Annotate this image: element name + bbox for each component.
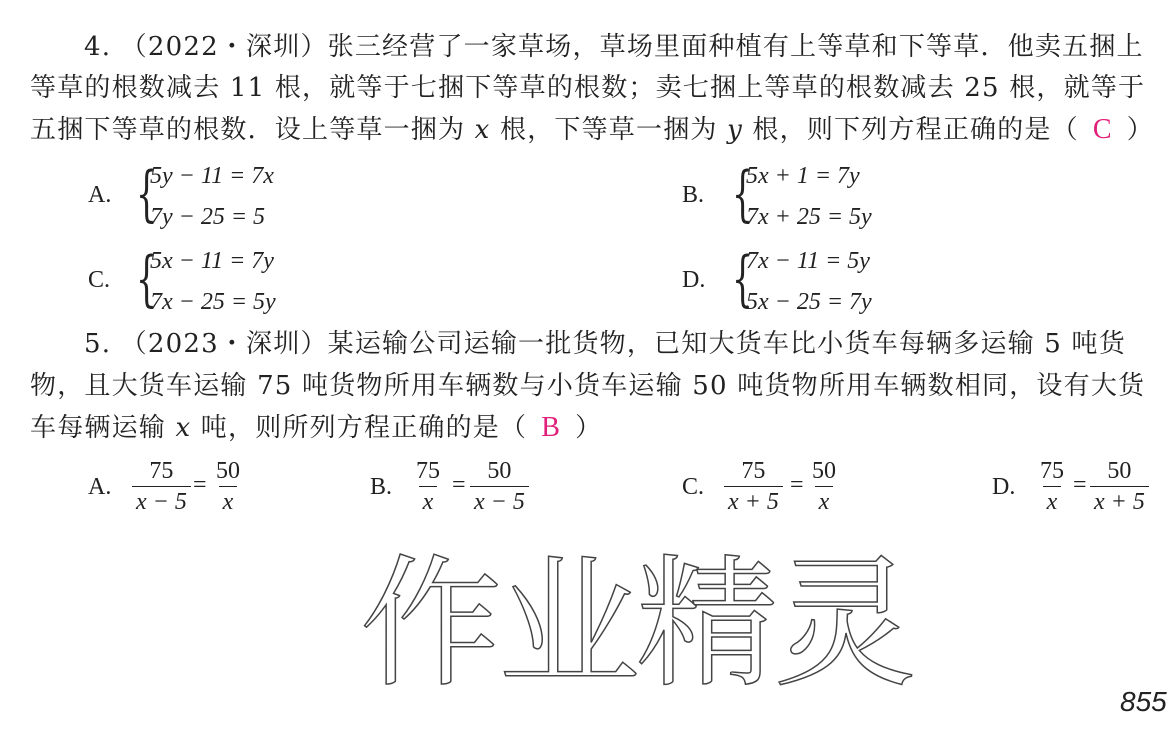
q4-option-b-system — [746, 156, 872, 238]
q4-option-c-eq2: 7x − 25 = 5y — [150, 289, 276, 315]
q5-option-d-left-fraction — [1036, 456, 1068, 517]
q4-option-c-system — [150, 241, 276, 323]
q4-option-a-system — [150, 156, 274, 238]
q5-option-a-label: A. — [88, 474, 112, 500]
q5-option-b-right-denominator: x − 5 — [470, 486, 529, 517]
q4-option-d-system — [746, 241, 872, 323]
q5-close-paren: ） — [575, 413, 603, 443]
q5-answer: B — [541, 412, 562, 443]
q5-option-d-equals: = — [1073, 472, 1087, 498]
q4-option-d-label: D. — [682, 267, 706, 293]
q5-option-c-label: C. — [682, 474, 705, 500]
q5-option-a-left-denominator: x − 5 — [132, 486, 191, 517]
q5-option-a-right-numerator: 50 — [216, 458, 240, 484]
q5-option-c-right-denominator: x — [815, 486, 834, 517]
q4-close-paren: ） — [1126, 115, 1154, 145]
q5-option-c-left-fraction — [724, 456, 783, 517]
page-number: 855 — [1120, 686, 1167, 717]
q5-option-d-left-numerator: 75 — [1040, 458, 1064, 484]
q4-option-a-label: A. — [88, 182, 112, 208]
q4-option-a-eq2: 7y − 25 = 5 — [150, 204, 266, 230]
q5-option-c-left-numerator: 75 — [741, 458, 766, 484]
q4-line-3-a: 五捆下等草的根数．设上等草一捆为 — [30, 115, 475, 145]
q5-option-b-left-numerator: 75 — [416, 458, 440, 484]
q4-var-x: x — [474, 115, 491, 145]
q4-var-y: y — [727, 115, 743, 145]
q4-option-b-eq2: 7x + 25 = 5y — [746, 204, 872, 230]
q5-line-1: 5. （2023・深圳）某运输公司运输一批货物，已知大货车比小货车每辆多运输 5 吨货 — [84, 329, 1126, 359]
q5-option-d-right-fraction — [1090, 456, 1149, 517]
q4-option-a-brace: { — [136, 159, 158, 229]
q4-option-d-eq1: 7x − 11 = 5y — [746, 248, 870, 274]
watermark: 作业精灵 — [360, 542, 912, 707]
q5-option-d-right-numerator: 50 — [1107, 458, 1132, 484]
q5-option-b-right-fraction — [470, 456, 529, 517]
q5-line-2: 物，且大货车运输 75 吨货物所用车辆数与小货车运输 50 吨货物所用车辆数相同，设有大货 — [30, 371, 1146, 401]
q4-line-2: 等草的根数减去 11 根，就等于七捆下等草的根数；卖七捆上等草的根数减去 25 根，就等于 — [30, 73, 1146, 103]
q4-answer: C — [1092, 114, 1113, 145]
q5-option-a-left-numerator: 75 — [149, 458, 174, 484]
q5-option-a-equals: = — [193, 472, 207, 498]
q5-option-b-left-fraction — [412, 456, 444, 517]
q5-line-3-b: 吨，则所列方程正确的是（ — [191, 413, 528, 443]
q5-option-d-right-denominator: x + 5 — [1090, 486, 1149, 517]
q4-option-b-brace: { — [732, 159, 754, 229]
q4-option-b-eq1: 5x + 1 = 7y — [746, 163, 860, 189]
q5-option-b-left-denominator: x — [419, 486, 438, 517]
q4-line-3-c: 根，则下列方程正确的是（ — [742, 115, 1079, 145]
q5-option-a-left-fraction — [132, 456, 191, 517]
q5-line-3-a: 车每辆运输 — [30, 413, 176, 443]
q4-option-b-label: B. — [682, 182, 705, 208]
q5-option-a-right-denominator: x — [219, 486, 238, 517]
q5-option-c-right-fraction — [808, 456, 840, 517]
q5-option-a-right-fraction — [212, 456, 244, 517]
q5-option-d-label: D. — [992, 474, 1016, 500]
q4-option-c-eq1: 5x − 11 = 7y — [150, 248, 274, 274]
q4-option-d-eq2: 5x − 25 = 7y — [746, 289, 872, 315]
q4-line-3-b: 根，下等草一捆为 — [490, 115, 728, 145]
q5-option-b-label: B. — [370, 474, 393, 500]
q5-option-c-right-numerator: 50 — [812, 458, 836, 484]
q4-option-c-brace: { — [136, 244, 158, 314]
q5-option-c-left-denominator: x + 5 — [724, 486, 783, 517]
q4-option-d-brace: { — [732, 244, 754, 314]
q5-option-b-equals: = — [452, 472, 466, 498]
q5-option-c-equals: = — [790, 472, 804, 498]
q4-line-1: 4. （2022・深圳）张三经营了一家草场，草场里面种植有上等草和下等草．他卖五捆上 — [84, 32, 1144, 62]
q5-var-x: x — [175, 413, 192, 443]
q4-option-c-label: C. — [88, 267, 111, 293]
q5-option-b-right-numerator: 50 — [487, 458, 512, 484]
q4-option-a-eq1: 5y − 11 = 7x — [150, 163, 274, 189]
q5-line-3 — [30, 413, 1174, 443]
q5-option-d-left-denominator: x — [1043, 486, 1062, 517]
q4-line-3 — [30, 115, 1174, 145]
